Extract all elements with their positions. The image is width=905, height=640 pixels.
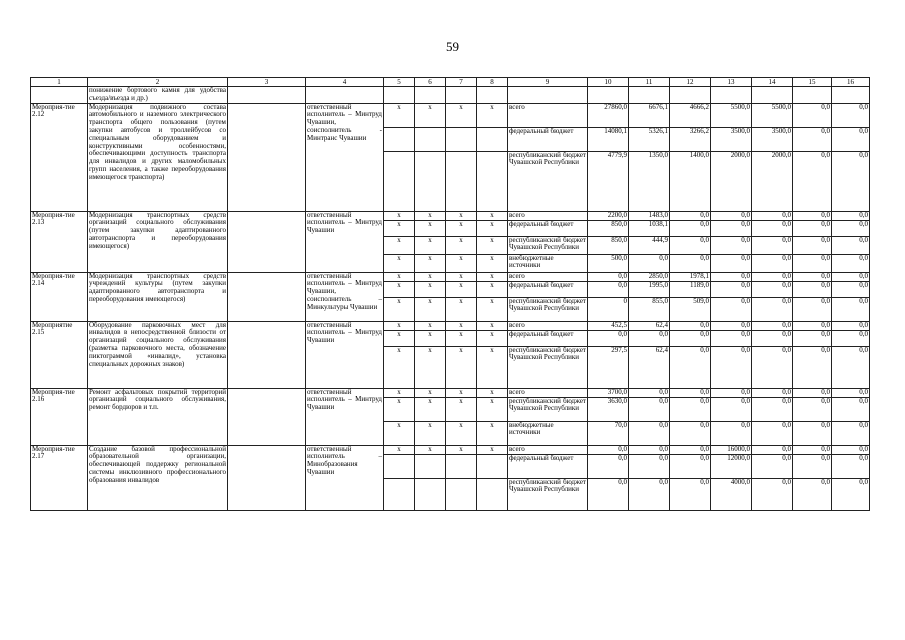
- amount-cell: 850,0: [588, 236, 629, 254]
- column-number-header: 10: [588, 78, 629, 87]
- code-mark-cell: x: [477, 220, 508, 236]
- continuation-row: [31, 87, 870, 104]
- column-number-header: 7: [446, 78, 477, 87]
- amount-cell: 0,0: [711, 321, 752, 330]
- amount-cell: 0,0: [629, 330, 670, 346]
- amount-cell: 0,0: [588, 478, 629, 510]
- empty-cell: [228, 103, 306, 211]
- amount-cell: 0,0: [670, 388, 711, 397]
- amount-cell: 0,0: [752, 445, 793, 454]
- page-number: 59: [446, 39, 459, 54]
- amount-cell: 0,0: [670, 478, 711, 510]
- amount-cell: 0,0: [832, 330, 870, 346]
- event-description-cell: Создание базовой профессиональной образовательной организации, обеспечивающей поддержку региональной системы инклюзивного профессионального образования инвалидов: [88, 445, 228, 510]
- event-code-cell: Мероприя-тие 2.14: [31, 272, 88, 321]
- code-mark-cell: x: [384, 421, 415, 445]
- amount-cell: 0,0: [832, 272, 870, 281]
- empty-cell: [477, 87, 508, 104]
- event-code-cell: Мероприя-тие 2.17: [31, 445, 88, 510]
- amount-cell: 1400,0: [670, 151, 711, 211]
- executor-cell: ответственный исполнитель – Минтруд Чувашии: [306, 321, 384, 388]
- column-number-header: 12: [670, 78, 711, 87]
- amount-cell: 3500,0: [752, 127, 793, 151]
- amount-cell: 0,0: [629, 397, 670, 421]
- amount-cell: 0,0: [832, 103, 870, 127]
- amount-cell: 0,0: [752, 330, 793, 346]
- code-mark-cell: [477, 151, 508, 211]
- executor-cell: ответственный исполнитель – Минтруд Чувашии: [306, 388, 384, 445]
- amount-cell: 0,0: [711, 236, 752, 254]
- amount-cell: 0,0: [752, 220, 793, 236]
- amount-cell: 0,0: [670, 330, 711, 346]
- column-number-header: 1: [31, 78, 88, 87]
- program-table: [30, 77, 870, 511]
- funding-source-cell: всего: [508, 445, 588, 454]
- code-mark-cell: [415, 454, 446, 478]
- amount-cell: 0,0: [793, 478, 832, 510]
- amount-cell: 27860,0: [588, 103, 629, 127]
- amount-cell: 0,0: [832, 445, 870, 454]
- empty-cell: [228, 272, 306, 321]
- table-row: [31, 103, 870, 127]
- amount-cell: 5326,1: [629, 127, 670, 151]
- amount-cell: 2200,0: [588, 211, 629, 220]
- amount-cell: 0,0: [629, 478, 670, 510]
- code-mark-cell: [415, 127, 446, 151]
- funding-source-cell: всего: [508, 388, 588, 397]
- amount-cell: 0,0: [670, 321, 711, 330]
- amount-cell: 0,0: [832, 478, 870, 510]
- code-mark-cell: x: [446, 254, 477, 272]
- code-mark-cell: [446, 151, 477, 211]
- code-mark-cell: x: [415, 397, 446, 421]
- amount-cell: 0,0: [752, 346, 793, 388]
- amount-cell: 0,0: [670, 346, 711, 388]
- amount-cell: 2000,0: [711, 151, 752, 211]
- code-mark-cell: x: [477, 388, 508, 397]
- table-row: [31, 388, 870, 397]
- column-number-header: 16: [832, 78, 870, 87]
- amount-cell: 0,0: [588, 272, 629, 281]
- amount-cell: 0,0: [832, 211, 870, 220]
- empty-cell: [228, 211, 306, 272]
- code-mark-cell: x: [477, 421, 508, 445]
- amount-cell: 1350,0: [629, 151, 670, 211]
- amount-cell: 0,0: [793, 220, 832, 236]
- amount-cell: 6676,1: [629, 103, 670, 127]
- event-description-cell: Модернизация транспортных средств учреждений культуры (путем закупки адаптированного автотранспорта и переоборудования имеющегося): [88, 272, 228, 321]
- funding-source-cell: федеральный бюджет: [508, 281, 588, 297]
- amount-cell: 0,0: [832, 151, 870, 211]
- executor-cell: ответственный исполнитель – Минобразования Чувашии: [306, 445, 384, 510]
- executor-cell: ответственный исполнитель – Минтруд Чувашии, соисполнитель - Минтранс Чувашии: [306, 103, 384, 211]
- funding-source-cell: федеральный бюджет: [508, 330, 588, 346]
- amount-cell: 0,0: [793, 321, 832, 330]
- amount-cell: 12000,0: [711, 454, 752, 478]
- code-mark-cell: x: [384, 321, 415, 330]
- code-mark-cell: [446, 478, 477, 510]
- amount-cell: 3700,0: [588, 388, 629, 397]
- code-mark-cell: x: [384, 397, 415, 421]
- amount-cell: 297,5: [588, 346, 629, 388]
- empty-cell: [228, 445, 306, 510]
- event-description-cell: Оборудование парковочных мест для инвалидов в непосредственной близости от организаций социального обслуживания (разметка парковочного места, обозначение пиктограммой «инвалид», установка специальных дорожных знаков): [88, 321, 228, 388]
- amount-cell: 0,0: [752, 272, 793, 281]
- funding-source-cell: всего: [508, 103, 588, 127]
- amount-cell: 0,0: [752, 281, 793, 297]
- amount-cell: 2850,0: [629, 272, 670, 281]
- amount-cell: 0,0: [793, 388, 832, 397]
- amount-cell: 0,0: [752, 388, 793, 397]
- amount-cell: 1483,0: [629, 211, 670, 220]
- code-mark-cell: x: [446, 397, 477, 421]
- column-number-header: 5: [384, 78, 415, 87]
- amount-cell: 0,0: [670, 421, 711, 445]
- code-mark-cell: x: [384, 220, 415, 236]
- amount-cell: 850,0: [588, 220, 629, 236]
- amount-cell: 0,0: [752, 254, 793, 272]
- amount-cell: 0,0: [629, 254, 670, 272]
- amount-cell: 855,0: [629, 297, 670, 321]
- funding-source-cell: федеральный бюджет: [508, 220, 588, 236]
- amount-cell: 509,0: [670, 297, 711, 321]
- amount-cell: 0,0: [832, 346, 870, 388]
- amount-cell: 0,0: [670, 397, 711, 421]
- code-mark-cell: [384, 151, 415, 211]
- event-code-cell: Мероприятие 2.15: [31, 321, 88, 388]
- empty-cell: [228, 388, 306, 445]
- amount-cell: 3630,0: [588, 397, 629, 421]
- empty-cell: [384, 87, 415, 104]
- event-description-cell: Модернизация транспортных средств организаций социального обслуживания (путем закупки адаптированного автотранспорта и переоборудования имеющегося): [88, 211, 228, 272]
- code-mark-cell: [415, 151, 446, 211]
- code-mark-cell: x: [384, 330, 415, 346]
- funding-source-cell: республиканский бюджет Чувашской Республики: [508, 151, 588, 211]
- empty-cell: [446, 87, 477, 104]
- code-mark-cell: [477, 454, 508, 478]
- code-mark-cell: [415, 478, 446, 510]
- executor-cell: ответственный исполнитель – Минтруд Чувашии, соисполнитель – Минкультуры Чувашии: [306, 272, 384, 321]
- amount-cell: 3500,0: [711, 127, 752, 151]
- amount-cell: 0,0: [711, 388, 752, 397]
- code-mark-cell: x: [446, 272, 477, 281]
- empty-cell: [508, 87, 588, 104]
- amount-cell: 2000,0: [752, 151, 793, 211]
- amount-cell: 4000,0: [711, 478, 752, 510]
- funding-source-cell: федеральный бюджет: [508, 127, 588, 151]
- code-mark-cell: x: [384, 236, 415, 254]
- table-body: [31, 78, 870, 511]
- amount-cell: 0,0: [793, 445, 832, 454]
- code-mark-cell: x: [477, 236, 508, 254]
- code-mark-cell: x: [415, 445, 446, 454]
- amount-cell: 0,0: [793, 254, 832, 272]
- amount-cell: 0,0: [629, 445, 670, 454]
- empty-cell: [228, 87, 306, 104]
- event-code-cell: Мероприя-тие 2.16: [31, 388, 88, 445]
- funding-source-cell: республиканский бюджет Чувашской Республики: [508, 478, 588, 510]
- code-mark-cell: x: [477, 346, 508, 388]
- amount-cell: 0,0: [711, 272, 752, 281]
- amount-cell: 0,0: [832, 127, 870, 151]
- amount-cell: 0,0: [588, 445, 629, 454]
- amount-cell: 70,0: [588, 421, 629, 445]
- code-mark-cell: [477, 127, 508, 151]
- code-mark-cell: x: [477, 297, 508, 321]
- amount-cell: 0,0: [670, 445, 711, 454]
- amount-cell: 0,0: [832, 236, 870, 254]
- amount-cell: 1038,1: [629, 220, 670, 236]
- column-number-header: 11: [629, 78, 670, 87]
- amount-cell: 0,0: [711, 297, 752, 321]
- code-mark-cell: x: [384, 388, 415, 397]
- code-mark-cell: x: [446, 388, 477, 397]
- amount-cell: 0: [588, 297, 629, 321]
- code-mark-cell: x: [415, 281, 446, 297]
- amount-cell: 62,4: [629, 321, 670, 330]
- code-mark-cell: x: [384, 272, 415, 281]
- funding-source-cell: республиканский бюджет Чувашской Республики: [508, 397, 588, 421]
- amount-cell: 0,0: [752, 236, 793, 254]
- code-mark-cell: x: [477, 445, 508, 454]
- code-mark-cell: [384, 478, 415, 510]
- code-mark-cell: x: [415, 211, 446, 220]
- amount-cell: 0,0: [793, 421, 832, 445]
- amount-cell: 16000,0: [711, 445, 752, 454]
- code-mark-cell: x: [477, 103, 508, 127]
- code-mark-cell: x: [384, 254, 415, 272]
- amount-cell: 4779,9: [588, 151, 629, 211]
- code-mark-cell: x: [446, 346, 477, 388]
- empty-cell: [670, 87, 711, 104]
- code-mark-cell: [446, 127, 477, 151]
- amount-cell: 0,0: [670, 211, 711, 220]
- code-mark-cell: x: [446, 445, 477, 454]
- code-mark-cell: [384, 127, 415, 151]
- amount-cell: 0,0: [752, 321, 793, 330]
- event-code-cell: Мероприя-тие 2.12: [31, 103, 88, 211]
- column-number-header: 4: [306, 78, 384, 87]
- amount-cell: 0,0: [832, 297, 870, 321]
- funding-source-cell: внебюджетные источники: [508, 421, 588, 445]
- amount-cell: 0,0: [832, 397, 870, 421]
- amount-cell: 0,0: [629, 454, 670, 478]
- code-mark-cell: x: [415, 103, 446, 127]
- funding-source-cell: всего: [508, 211, 588, 220]
- code-mark-cell: x: [446, 297, 477, 321]
- funding-source-cell: федеральный бюджет: [508, 454, 588, 478]
- header-row: [31, 78, 870, 87]
- amount-cell: 0,0: [752, 297, 793, 321]
- amount-cell: 0,0: [832, 220, 870, 236]
- amount-cell: 0,0: [711, 254, 752, 272]
- empty-cell: [588, 87, 629, 104]
- amount-cell: 4666,2: [670, 103, 711, 127]
- amount-cell: 0,0: [752, 421, 793, 445]
- amount-cell: 0,0: [793, 454, 832, 478]
- amount-cell: 444,9: [629, 236, 670, 254]
- amount-cell: 0,0: [711, 397, 752, 421]
- amount-cell: 5500,0: [752, 103, 793, 127]
- code-mark-cell: x: [415, 254, 446, 272]
- empty-cell: [832, 87, 870, 104]
- executor-cell: ответственный исполнитель – Минтруд Чувашии: [306, 211, 384, 272]
- amount-cell: 0,0: [793, 281, 832, 297]
- amount-cell: 0,0: [670, 236, 711, 254]
- column-number-header: 8: [477, 78, 508, 87]
- amount-cell: 0,0: [752, 211, 793, 220]
- amount-cell: 5500,0: [711, 103, 752, 127]
- code-mark-cell: x: [446, 321, 477, 330]
- code-mark-cell: x: [446, 281, 477, 297]
- amount-cell: 0,0: [752, 454, 793, 478]
- code-mark-cell: x: [446, 103, 477, 127]
- empty-cell: [415, 87, 446, 104]
- code-mark-cell: x: [384, 297, 415, 321]
- amount-cell: 0,0: [793, 297, 832, 321]
- amount-cell: 0,0: [588, 281, 629, 297]
- amount-cell: 0,0: [670, 254, 711, 272]
- funding-source-cell: республиканский бюджет Чувашской Республики: [508, 346, 588, 388]
- amount-cell: 0,0: [793, 211, 832, 220]
- amount-cell: 0,0: [711, 330, 752, 346]
- code-mark-cell: x: [384, 211, 415, 220]
- empty-cell: [306, 87, 384, 104]
- amount-cell: 0,0: [711, 281, 752, 297]
- empty-cell: [629, 87, 670, 104]
- column-number-header: 14: [752, 78, 793, 87]
- amount-cell: 0,0: [793, 127, 832, 151]
- code-mark-cell: [446, 454, 477, 478]
- code-mark-cell: x: [446, 421, 477, 445]
- amount-cell: 0,0: [752, 397, 793, 421]
- empty-cell: [752, 87, 793, 104]
- code-mark-cell: [477, 478, 508, 510]
- amount-cell: 0,0: [793, 236, 832, 254]
- amount-cell: 0,0: [793, 103, 832, 127]
- code-mark-cell: x: [415, 421, 446, 445]
- code-mark-cell: x: [415, 321, 446, 330]
- table-row: [31, 272, 870, 281]
- code-mark-cell: x: [415, 236, 446, 254]
- code-mark-cell: x: [477, 330, 508, 346]
- amount-cell: 0,0: [670, 220, 711, 236]
- code-mark-cell: x: [415, 346, 446, 388]
- column-number-header: 9: [508, 78, 588, 87]
- code-cell: [31, 87, 88, 104]
- code-mark-cell: x: [477, 321, 508, 330]
- amount-cell: 0,0: [629, 388, 670, 397]
- amount-cell: 1189,0: [670, 281, 711, 297]
- column-number-header: 6: [415, 78, 446, 87]
- amount-cell: 0,0: [832, 421, 870, 445]
- empty-cell: [793, 87, 832, 104]
- code-mark-cell: x: [384, 103, 415, 127]
- amount-cell: 0,0: [588, 454, 629, 478]
- code-mark-cell: x: [477, 281, 508, 297]
- amount-cell: 0,0: [588, 330, 629, 346]
- amount-cell: 0,0: [793, 330, 832, 346]
- amount-cell: 0,0: [711, 211, 752, 220]
- amount-cell: 14080,1: [588, 127, 629, 151]
- column-number-header: 13: [711, 78, 752, 87]
- amount-cell: 0,0: [832, 321, 870, 330]
- empty-cell: [228, 321, 306, 388]
- code-mark-cell: x: [384, 281, 415, 297]
- code-mark-cell: x: [384, 445, 415, 454]
- amount-cell: 0,0: [711, 421, 752, 445]
- code-mark-cell: x: [477, 272, 508, 281]
- amount-cell: 3266,2: [670, 127, 711, 151]
- amount-cell: 0,0: [793, 151, 832, 211]
- code-mark-cell: x: [477, 254, 508, 272]
- amount-cell: 62,4: [629, 346, 670, 388]
- funding-source-cell: республиканский бюджет Чувашской Республики: [508, 297, 588, 321]
- funding-source-cell: всего: [508, 321, 588, 330]
- column-number-header: 2: [88, 78, 228, 87]
- code-mark-cell: x: [415, 330, 446, 346]
- amount-cell: 0,0: [832, 254, 870, 272]
- funding-source-cell: внебюджетные источники: [508, 254, 588, 272]
- column-number-header: 15: [793, 78, 832, 87]
- amount-cell: 0,0: [670, 454, 711, 478]
- code-mark-cell: x: [477, 211, 508, 220]
- funding-source-cell: всего: [508, 272, 588, 281]
- empty-cell: [711, 87, 752, 104]
- amount-cell: 0,0: [832, 281, 870, 297]
- column-number-header: 3: [228, 78, 306, 87]
- table-row: [31, 321, 870, 330]
- code-mark-cell: x: [446, 220, 477, 236]
- amount-cell: 0,0: [793, 346, 832, 388]
- amount-cell: 0,0: [711, 220, 752, 236]
- amount-cell: 452,5: [588, 321, 629, 330]
- amount-cell: 0,0: [832, 454, 870, 478]
- code-mark-cell: x: [446, 211, 477, 220]
- amount-cell: 1995,0: [629, 281, 670, 297]
- code-mark-cell: x: [446, 330, 477, 346]
- event-description-cell: Модернизация подвижного состава автомобильного и наземного электрического транспорта общего пользования (путем закупки автобусов и троллейбусов со специальным оборудованием и конструктивными особенностями, обеспечивающими доступность транспорта для инвалидов и других маломобильных групп населения, а также переоборудования имеющегося транспорта): [88, 103, 228, 211]
- amount-cell: 0,0: [711, 346, 752, 388]
- event-code-cell: Мероприя-тие 2.13: [31, 211, 88, 272]
- amount-cell: 0,0: [629, 421, 670, 445]
- code-mark-cell: x: [415, 272, 446, 281]
- code-mark-cell: x: [384, 346, 415, 388]
- amount-cell: 1978,1: [670, 272, 711, 281]
- funding-source-cell: республиканский бюджет Чувашской Республики: [508, 236, 588, 254]
- amount-cell: 0,0: [793, 397, 832, 421]
- code-mark-cell: x: [477, 397, 508, 421]
- amount-cell: 0,0: [832, 388, 870, 397]
- code-mark-cell: x: [415, 388, 446, 397]
- amount-cell: 500,0: [588, 254, 629, 272]
- code-mark-cell: [384, 454, 415, 478]
- amount-cell: 0,0: [793, 272, 832, 281]
- event-description-cell: Ремонт асфальтовых покрытий территорий организаций социального обслуживания, ремонт бордюров и т.п.: [88, 388, 228, 445]
- code-mark-cell: x: [446, 236, 477, 254]
- code-mark-cell: x: [415, 297, 446, 321]
- code-mark-cell: x: [415, 220, 446, 236]
- description-cell: понижение бортового камня для удобства съезда/въезда и др.): [89, 86, 226, 102]
- table-row: [31, 445, 870, 454]
- amount-cell: 0,0: [752, 478, 793, 510]
- table-row: [31, 211, 870, 220]
